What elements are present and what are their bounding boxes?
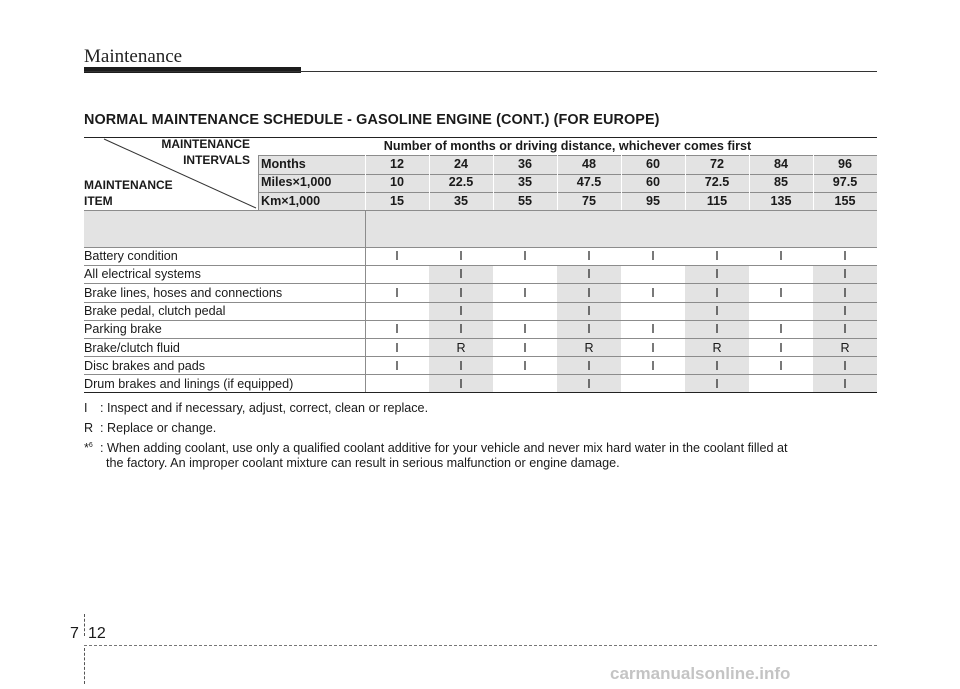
item-value: I: [651, 285, 655, 300]
item-label: Disc brakes and pads: [84, 358, 206, 373]
item-value: I: [395, 358, 399, 373]
header-rule: [84, 71, 877, 72]
item-value: I: [651, 340, 655, 355]
item-value: I: [395, 285, 399, 300]
item-label: All electrical systems: [84, 267, 201, 282]
interval-value: 115: [706, 193, 728, 208]
item-value: I: [843, 358, 847, 373]
footer-rule: [84, 645, 877, 646]
interval-value: 15: [389, 193, 404, 208]
item-value: I: [523, 249, 527, 263]
interval-value: 97.5: [832, 175, 858, 190]
item-value: I: [715, 249, 719, 263]
item-value: R: [584, 340, 594, 355]
corner-intervals-label-1: MAINTENANCE: [161, 137, 250, 151]
item-value: I: [779, 249, 783, 263]
item-value: R: [840, 340, 850, 355]
schedule-title: NORMAL MAINTENANCE SCHEDULE - GASOLINE ENGINE (CONT.) (FOR EUROPE): [84, 112, 660, 128]
item-label: Brake/clutch fluid: [84, 340, 180, 355]
coolant-row-shade: [84, 211, 877, 247]
legend-footnote: *$^6$ : When adding coolant, use only a qualified coolant additive for your vehicle and never mix hard water in the coolant filled at: [84, 441, 788, 455]
item-value: I: [779, 340, 783, 355]
item-value: I: [843, 322, 847, 337]
item-value: I: [651, 358, 655, 373]
item-value: I: [523, 285, 527, 300]
table-rule: [84, 210, 877, 211]
item-value: I: [779, 322, 783, 337]
interval-value: 155: [834, 193, 856, 208]
item-value: I: [395, 340, 399, 355]
interval-value: 75: [581, 193, 596, 208]
item-value: I: [843, 285, 847, 300]
item-value: I: [459, 267, 463, 282]
interval-row-label: Miles×1,000: [261, 175, 332, 190]
item-label: Drum brakes and linings (if equipped): [84, 377, 294, 392]
interval-value: 72: [709, 157, 724, 171]
item-value: I: [715, 377, 719, 392]
interval-value: 85: [773, 175, 788, 190]
item-value: I: [715, 285, 719, 300]
item-value: I: [523, 340, 527, 355]
interval-value: 55: [517, 193, 532, 208]
item-value: I: [715, 322, 719, 337]
corner-item-label-1: MAINTENANCE: [84, 178, 173, 192]
footer-divider-bottom: [84, 648, 85, 684]
item-value: I: [587, 358, 591, 373]
chapter-number: 7: [70, 625, 79, 642]
item-value: I: [587, 322, 591, 337]
item-label: Parking brake: [84, 322, 162, 337]
interval-value: 95: [645, 193, 660, 208]
page-number: 12: [88, 625, 106, 642]
item-value: I: [587, 249, 591, 263]
interval-value: 47.5: [576, 175, 602, 190]
table-rule: [84, 137, 877, 138]
interval-value: 60: [645, 175, 660, 190]
item-value: R: [712, 340, 722, 355]
interval-row-label: Months: [261, 157, 306, 171]
item-label: Brake lines, hoses and connections: [84, 285, 283, 300]
item-value: I: [459, 322, 463, 337]
interval-value: 96: [837, 157, 852, 171]
item-label: Brake pedal, clutch pedal: [84, 303, 226, 318]
item-value: I: [523, 322, 527, 337]
item-value: I: [523, 358, 527, 373]
interval-value: 36: [517, 157, 532, 171]
item-value: I: [587, 377, 591, 392]
footer-divider-top: [84, 614, 85, 636]
item-value: I: [651, 249, 655, 263]
item-value: I: [459, 285, 463, 300]
item-value: I: [459, 377, 463, 392]
interval-value: 10: [389, 175, 404, 190]
item-value: I: [395, 322, 399, 337]
item-value: I: [843, 303, 847, 318]
interval-value: 84: [773, 157, 788, 171]
legend-replace: R : Replace or change.: [84, 421, 217, 435]
interval-value: 72.5: [704, 175, 730, 190]
item-value: I: [587, 267, 591, 282]
legend-footnote-continued: the factory. An improper coolant mixture can result in serious malfunction or engine damage.: [106, 456, 620, 470]
span-header: Number of months or driving distance, whichever comes first: [383, 139, 752, 153]
corner-diagonal: [84, 137, 258, 211]
item-value: I: [715, 267, 719, 282]
interval-value: 60: [645, 157, 660, 171]
column-rule: [258, 155, 259, 210]
item-value: I: [587, 303, 591, 318]
item-value: I: [395, 249, 399, 263]
item-value: I: [779, 285, 783, 300]
interval-value: 12: [389, 157, 404, 171]
item-value: R: [456, 340, 466, 355]
interval-value: 22.5: [448, 175, 474, 190]
interval-value: 135: [770, 193, 792, 208]
item-value: I: [459, 249, 463, 263]
interval-row-label: Km×1,000: [261, 193, 321, 208]
legend-inspect: I : Inspect and if necessary, adjust, correct, clean or replace.: [84, 401, 429, 415]
item-value: I: [843, 377, 847, 392]
interval-value: 35: [517, 175, 532, 190]
interval-value: 48: [581, 157, 596, 171]
section-title: Maintenance: [84, 46, 183, 67]
corner-item-label-2: ITEM: [84, 194, 113, 208]
item-value: I: [459, 358, 463, 373]
item-value: I: [715, 358, 719, 373]
item-label: Battery condition: [84, 249, 178, 263]
item-value: I: [651, 322, 655, 337]
item-value: I: [587, 285, 591, 300]
item-value: I: [459, 303, 463, 318]
interval-value: 35: [453, 193, 468, 208]
item-value: I: [843, 267, 847, 282]
item-value: I: [843, 249, 847, 263]
interval-value: 24: [453, 157, 468, 171]
section-title-bar: [84, 67, 301, 73]
item-value: I: [779, 358, 783, 373]
watermark: carmanualsonline.info: [610, 664, 791, 683]
maintenance-schedule-table: [84, 137, 877, 392]
corner-intervals-label-2: INTERVALS: [183, 153, 250, 167]
item-value: I: [715, 303, 719, 318]
